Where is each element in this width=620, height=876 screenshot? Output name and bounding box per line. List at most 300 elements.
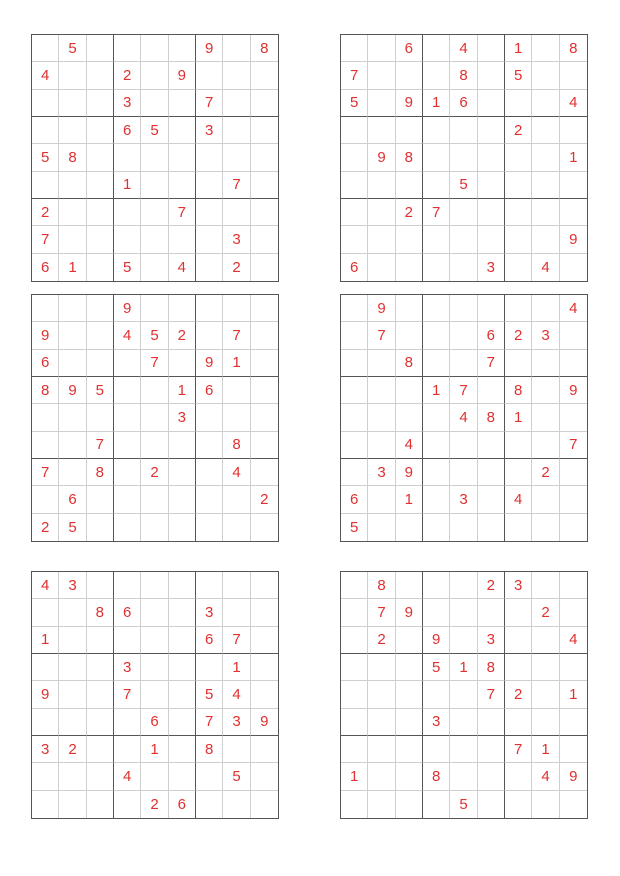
sudoku-cell[interactable] (423, 144, 450, 171)
sudoku-cell[interactable] (423, 459, 450, 486)
sudoku-cell[interactable] (141, 599, 168, 626)
sudoku-cell[interactable] (396, 654, 423, 681)
sudoku-cell[interactable] (396, 681, 423, 708)
sudoku-cell[interactable] (141, 295, 168, 322)
sudoku-cell[interactable] (114, 791, 141, 818)
sudoku-cell[interactable]: 8 (505, 377, 532, 404)
sudoku-cell[interactable] (141, 144, 168, 171)
sudoku-cell[interactable] (396, 295, 423, 322)
sudoku-cell[interactable]: 1 (560, 144, 587, 171)
sudoku-cell[interactable]: 4 (396, 432, 423, 459)
sudoku-cell[interactable] (169, 627, 196, 654)
sudoku-cell[interactable]: 7 (368, 322, 395, 349)
sudoku-cell[interactable]: 9 (368, 295, 395, 322)
sudoku-cell[interactable]: 3 (368, 459, 395, 486)
sudoku-cell[interactable]: 9 (396, 599, 423, 626)
sudoku-cell[interactable]: 5 (32, 144, 59, 171)
sudoku-cell[interactable] (423, 350, 450, 377)
sudoku-cell[interactable] (560, 572, 587, 599)
sudoku-cell[interactable] (341, 226, 368, 253)
sudoku-cell[interactable]: 5 (450, 172, 477, 199)
sudoku-cell[interactable]: 8 (87, 599, 114, 626)
sudoku-cell[interactable] (341, 599, 368, 626)
sudoku-cell[interactable] (396, 254, 423, 281)
sudoku-cell[interactable] (505, 90, 532, 117)
sudoku-cell[interactable]: 2 (114, 62, 141, 89)
sudoku-cell[interactable]: 2 (141, 459, 168, 486)
sudoku-cell[interactable]: 1 (32, 627, 59, 654)
sudoku-cell[interactable]: 6 (450, 90, 477, 117)
sudoku-cell[interactable] (251, 654, 278, 681)
sudoku-cell[interactable] (32, 486, 59, 513)
sudoku-cell[interactable] (341, 404, 368, 431)
sudoku-cell[interactable] (59, 199, 86, 226)
sudoku-cell[interactable]: 4 (560, 627, 587, 654)
sudoku-cell[interactable] (141, 226, 168, 253)
sudoku-cell[interactable] (169, 295, 196, 322)
sudoku-cell[interactable] (59, 791, 86, 818)
sudoku-cell[interactable]: 5 (341, 514, 368, 541)
sudoku-cell[interactable]: 4 (223, 459, 250, 486)
sudoku-cell[interactable]: 7 (423, 199, 450, 226)
sudoku-cell[interactable] (59, 709, 86, 736)
sudoku-cell[interactable] (341, 459, 368, 486)
sudoku-cell[interactable]: 6 (196, 627, 223, 654)
sudoku-cell[interactable]: 1 (450, 654, 477, 681)
sudoku-cell[interactable] (223, 117, 250, 144)
sudoku-cell[interactable] (114, 432, 141, 459)
sudoku-cell[interactable] (560, 254, 587, 281)
sudoku-cell[interactable] (87, 486, 114, 513)
sudoku-cell[interactable] (423, 172, 450, 199)
sudoku-cell[interactable] (114, 459, 141, 486)
sudoku-cell[interactable] (59, 432, 86, 459)
sudoku-cell[interactable] (114, 226, 141, 253)
sudoku-cell[interactable]: 7 (368, 599, 395, 626)
sudoku-cell[interactable] (59, 654, 86, 681)
sudoku-cell[interactable] (368, 62, 395, 89)
sudoku-cell[interactable]: 7 (141, 350, 168, 377)
sudoku-cell[interactable] (532, 791, 559, 818)
sudoku-cell[interactable]: 2 (59, 736, 86, 763)
sudoku-cell[interactable] (505, 599, 532, 626)
sudoku-cell[interactable] (532, 35, 559, 62)
sudoku-cell[interactable] (114, 144, 141, 171)
sudoku-cell[interactable]: 8 (32, 377, 59, 404)
sudoku-cell[interactable] (87, 322, 114, 349)
sudoku-cell[interactable] (560, 199, 587, 226)
sudoku-cell[interactable] (450, 514, 477, 541)
sudoku-cell[interactable] (368, 432, 395, 459)
sudoku-cell[interactable] (368, 377, 395, 404)
sudoku-cell[interactable]: 9 (251, 709, 278, 736)
sudoku-cell[interactable]: 8 (423, 763, 450, 790)
sudoku-cell[interactable]: 1 (341, 763, 368, 790)
sudoku-cell[interactable]: 9 (560, 226, 587, 253)
sudoku-cell[interactable] (560, 350, 587, 377)
sudoku-cell[interactable] (505, 350, 532, 377)
sudoku-cell[interactable] (450, 144, 477, 171)
sudoku-cell[interactable]: 2 (141, 791, 168, 818)
sudoku-cell[interactable]: 5 (141, 322, 168, 349)
sudoku-cell[interactable] (532, 514, 559, 541)
sudoku-cell[interactable]: 2 (368, 627, 395, 654)
sudoku-cell[interactable]: 5 (450, 791, 477, 818)
sudoku-cell[interactable] (560, 404, 587, 431)
sudoku-cell[interactable] (450, 459, 477, 486)
sudoku-cell[interactable] (169, 144, 196, 171)
sudoku-cell[interactable] (450, 572, 477, 599)
sudoku-cell[interactable] (368, 90, 395, 117)
sudoku-cell[interactable] (87, 144, 114, 171)
sudoku-cell[interactable] (505, 432, 532, 459)
sudoku-cell[interactable] (341, 377, 368, 404)
sudoku-cell[interactable]: 4 (560, 295, 587, 322)
sudoku-cell[interactable] (396, 172, 423, 199)
sudoku-cell[interactable]: 3 (223, 709, 250, 736)
sudoku-cell[interactable] (505, 199, 532, 226)
sudoku-cell[interactable]: 3 (196, 117, 223, 144)
sudoku-cell[interactable] (196, 404, 223, 431)
sudoku-cell[interactable]: 6 (114, 117, 141, 144)
sudoku-cell[interactable]: 6 (114, 599, 141, 626)
sudoku-cell[interactable] (169, 709, 196, 736)
sudoku-cell[interactable]: 2 (396, 199, 423, 226)
sudoku-cell[interactable] (450, 295, 477, 322)
sudoku-cell[interactable] (223, 572, 250, 599)
sudoku-cell[interactable] (505, 254, 532, 281)
sudoku-cell[interactable]: 8 (251, 35, 278, 62)
sudoku-cell[interactable] (450, 709, 477, 736)
sudoku-cell[interactable] (478, 459, 505, 486)
sudoku-cell[interactable]: 5 (59, 35, 86, 62)
sudoku-cell[interactable] (141, 404, 168, 431)
sudoku-cell[interactable]: 6 (169, 791, 196, 818)
sudoku-cell[interactable] (141, 514, 168, 541)
sudoku-cell[interactable] (368, 350, 395, 377)
sudoku-cell[interactable] (505, 654, 532, 681)
sudoku-cell[interactable] (368, 709, 395, 736)
sudoku-cell[interactable]: 5 (59, 514, 86, 541)
sudoku-cell[interactable] (505, 226, 532, 253)
sudoku-cell[interactable]: 9 (368, 144, 395, 171)
sudoku-cell[interactable] (59, 226, 86, 253)
sudoku-cell[interactable]: 7 (560, 432, 587, 459)
sudoku-cell[interactable] (196, 295, 223, 322)
sudoku-cell[interactable] (223, 62, 250, 89)
sudoku-cell[interactable]: 3 (478, 254, 505, 281)
sudoku-cell[interactable]: 9 (32, 322, 59, 349)
sudoku-cell[interactable] (478, 144, 505, 171)
sudoku-cell[interactable] (478, 90, 505, 117)
sudoku-cell[interactable] (32, 654, 59, 681)
sudoku-cell[interactable] (532, 432, 559, 459)
sudoku-cell[interactable] (114, 627, 141, 654)
sudoku-cell[interactable] (560, 459, 587, 486)
sudoku-cell[interactable] (114, 709, 141, 736)
sudoku-cell[interactable] (450, 226, 477, 253)
sudoku-cell[interactable] (87, 35, 114, 62)
sudoku-cell[interactable]: 3 (114, 90, 141, 117)
sudoku-cell[interactable] (32, 404, 59, 431)
sudoku-cell[interactable] (59, 404, 86, 431)
sudoku-cell[interactable]: 7 (223, 322, 250, 349)
sudoku-cell[interactable] (114, 35, 141, 62)
sudoku-cell[interactable]: 8 (59, 144, 86, 171)
sudoku-cell[interactable] (87, 172, 114, 199)
sudoku-cell[interactable]: 5 (196, 681, 223, 708)
sudoku-cell[interactable] (532, 117, 559, 144)
sudoku-cell[interactable] (251, 62, 278, 89)
sudoku-cell[interactable] (251, 791, 278, 818)
sudoku-cell[interactable] (223, 295, 250, 322)
sudoku-cell[interactable]: 6 (32, 350, 59, 377)
sudoku-cell[interactable] (396, 791, 423, 818)
sudoku-cell[interactable] (59, 599, 86, 626)
sudoku-cell[interactable] (478, 199, 505, 226)
sudoku-cell[interactable] (505, 514, 532, 541)
sudoku-cell[interactable] (341, 791, 368, 818)
sudoku-cell[interactable] (450, 254, 477, 281)
sudoku-cell[interactable] (423, 432, 450, 459)
sudoku-cell[interactable] (196, 254, 223, 281)
sudoku-cell[interactable] (141, 763, 168, 790)
sudoku-cell[interactable] (423, 226, 450, 253)
sudoku-cell[interactable]: 1 (423, 377, 450, 404)
sudoku-cell[interactable]: 1 (505, 404, 532, 431)
sudoku-cell[interactable] (141, 432, 168, 459)
sudoku-cell[interactable]: 1 (169, 377, 196, 404)
sudoku-cell[interactable] (196, 486, 223, 513)
sudoku-cell[interactable] (251, 90, 278, 117)
sudoku-cell[interactable]: 2 (251, 486, 278, 513)
sudoku-cell[interactable]: 1 (223, 350, 250, 377)
sudoku-cell[interactable]: 7 (505, 736, 532, 763)
sudoku-cell[interactable]: 3 (114, 654, 141, 681)
sudoku-cell[interactable] (169, 599, 196, 626)
sudoku-cell[interactable]: 7 (196, 90, 223, 117)
sudoku-cell[interactable] (87, 295, 114, 322)
sudoku-cell[interactable] (532, 681, 559, 708)
sudoku-cell[interactable] (87, 514, 114, 541)
sudoku-cell[interactable]: 5 (141, 117, 168, 144)
sudoku-cell[interactable] (223, 599, 250, 626)
sudoku-cell[interactable] (87, 117, 114, 144)
sudoku-cell[interactable]: 4 (32, 62, 59, 89)
sudoku-cell[interactable] (251, 377, 278, 404)
sudoku-cell[interactable] (396, 377, 423, 404)
sudoku-cell[interactable] (532, 62, 559, 89)
sudoku-cell[interactable] (505, 295, 532, 322)
sudoku-cell[interactable] (251, 350, 278, 377)
sudoku-cell[interactable]: 6 (341, 486, 368, 513)
sudoku-cell[interactable] (532, 486, 559, 513)
sudoku-cell[interactable] (478, 514, 505, 541)
sudoku-cell[interactable]: 1 (141, 736, 168, 763)
sudoku-cell[interactable] (169, 486, 196, 513)
sudoku-cell[interactable] (532, 404, 559, 431)
sudoku-cell[interactable] (532, 377, 559, 404)
sudoku-cell[interactable] (223, 35, 250, 62)
sudoku-cell[interactable] (560, 736, 587, 763)
sudoku-cell[interactable]: 7 (223, 172, 250, 199)
sudoku-cell[interactable]: 8 (450, 62, 477, 89)
sudoku-cell[interactable] (251, 736, 278, 763)
sudoku-cell[interactable] (505, 627, 532, 654)
sudoku-cell[interactable] (87, 90, 114, 117)
sudoku-cell[interactable] (478, 117, 505, 144)
sudoku-cell[interactable]: 4 (532, 254, 559, 281)
sudoku-cell[interactable]: 7 (450, 377, 477, 404)
sudoku-cell[interactable] (87, 199, 114, 226)
sudoku-cell[interactable]: 3 (532, 322, 559, 349)
sudoku-cell[interactable] (341, 144, 368, 171)
sudoku-cell[interactable] (478, 599, 505, 626)
sudoku-cell[interactable] (87, 763, 114, 790)
sudoku-cell[interactable]: 9 (114, 295, 141, 322)
sudoku-cell[interactable] (169, 654, 196, 681)
sudoku-cell[interactable] (396, 709, 423, 736)
sudoku-cell[interactable] (251, 627, 278, 654)
sudoku-cell[interactable] (368, 514, 395, 541)
sudoku-cell[interactable] (251, 681, 278, 708)
sudoku-cell[interactable] (560, 599, 587, 626)
sudoku-cell[interactable] (341, 681, 368, 708)
sudoku-cell[interactable]: 6 (396, 35, 423, 62)
sudoku-cell[interactable] (169, 572, 196, 599)
sudoku-cell[interactable]: 9 (560, 763, 587, 790)
sudoku-cell[interactable]: 8 (196, 736, 223, 763)
sudoku-cell[interactable] (251, 226, 278, 253)
sudoku-cell[interactable] (169, 226, 196, 253)
sudoku-cell[interactable] (141, 681, 168, 708)
sudoku-cell[interactable] (532, 172, 559, 199)
sudoku-cell[interactable] (478, 35, 505, 62)
sudoku-cell[interactable] (560, 172, 587, 199)
sudoku-cell[interactable] (505, 791, 532, 818)
sudoku-cell[interactable]: 1 (423, 90, 450, 117)
sudoku-cell[interactable] (368, 254, 395, 281)
sudoku-cell[interactable] (478, 62, 505, 89)
sudoku-cell[interactable]: 4 (532, 763, 559, 790)
sudoku-cell[interactable] (196, 62, 223, 89)
sudoku-cell[interactable] (251, 404, 278, 431)
sudoku-cell[interactable] (368, 486, 395, 513)
sudoku-cell[interactable] (341, 654, 368, 681)
sudoku-cell[interactable] (396, 322, 423, 349)
sudoku-cell[interactable] (59, 763, 86, 790)
sudoku-cell[interactable]: 9 (396, 459, 423, 486)
sudoku-cell[interactable] (114, 514, 141, 541)
sudoku-cell[interactable] (169, 459, 196, 486)
sudoku-cell[interactable] (368, 736, 395, 763)
sudoku-cell[interactable] (59, 62, 86, 89)
sudoku-cell[interactable]: 9 (423, 627, 450, 654)
sudoku-cell[interactable]: 3 (32, 736, 59, 763)
sudoku-cell[interactable] (532, 654, 559, 681)
sudoku-cell[interactable] (87, 254, 114, 281)
sudoku-cell[interactable] (341, 709, 368, 736)
sudoku-cell[interactable]: 7 (478, 681, 505, 708)
sudoku-cell[interactable] (341, 322, 368, 349)
sudoku-cell[interactable] (368, 172, 395, 199)
sudoku-cell[interactable] (560, 117, 587, 144)
sudoku-cell[interactable] (169, 117, 196, 144)
sudoku-cell[interactable] (196, 144, 223, 171)
sudoku-cell[interactable]: 6 (59, 486, 86, 513)
sudoku-cell[interactable] (196, 172, 223, 199)
sudoku-cell[interactable] (368, 404, 395, 431)
sudoku-cell[interactable]: 3 (505, 572, 532, 599)
sudoku-cell[interactable]: 2 (532, 459, 559, 486)
sudoku-cell[interactable] (169, 681, 196, 708)
sudoku-cell[interactable] (532, 295, 559, 322)
sudoku-cell[interactable] (396, 514, 423, 541)
sudoku-cell[interactable] (368, 199, 395, 226)
sudoku-cell[interactable]: 1 (396, 486, 423, 513)
sudoku-cell[interactable]: 3 (169, 404, 196, 431)
sudoku-cell[interactable] (196, 791, 223, 818)
sudoku-cell[interactable]: 5 (114, 254, 141, 281)
sudoku-cell[interactable] (32, 117, 59, 144)
sudoku-cell[interactable] (223, 144, 250, 171)
sudoku-cell[interactable] (478, 295, 505, 322)
sudoku-cell[interactable] (32, 90, 59, 117)
sudoku-cell[interactable] (223, 791, 250, 818)
sudoku-cell[interactable] (141, 377, 168, 404)
sudoku-cell[interactable] (423, 254, 450, 281)
sudoku-cell[interactable] (478, 709, 505, 736)
sudoku-cell[interactable] (450, 350, 477, 377)
sudoku-cell[interactable] (341, 35, 368, 62)
sudoku-cell[interactable]: 3 (196, 599, 223, 626)
sudoku-cell[interactable]: 7 (196, 709, 223, 736)
sudoku-cell[interactable] (251, 254, 278, 281)
sudoku-cell[interactable]: 8 (560, 35, 587, 62)
sudoku-cell[interactable] (114, 199, 141, 226)
sudoku-cell[interactable] (87, 709, 114, 736)
sudoku-cell[interactable] (196, 572, 223, 599)
sudoku-cell[interactable] (196, 199, 223, 226)
sudoku-cell[interactable] (169, 514, 196, 541)
sudoku-cell[interactable]: 7 (169, 199, 196, 226)
sudoku-cell[interactable] (560, 486, 587, 513)
sudoku-cell[interactable]: 7 (32, 226, 59, 253)
sudoku-cell[interactable]: 1 (223, 654, 250, 681)
sudoku-cell[interactable]: 4 (450, 35, 477, 62)
sudoku-cell[interactable]: 3 (223, 226, 250, 253)
sudoku-cell[interactable]: 3 (478, 627, 505, 654)
sudoku-cell[interactable] (32, 763, 59, 790)
sudoku-cell[interactable] (478, 432, 505, 459)
sudoku-cell[interactable] (450, 736, 477, 763)
sudoku-cell[interactable] (341, 736, 368, 763)
sudoku-cell[interactable] (87, 654, 114, 681)
sudoku-cell[interactable] (423, 599, 450, 626)
sudoku-cell[interactable] (114, 736, 141, 763)
sudoku-cell[interactable]: 7 (223, 627, 250, 654)
sudoku-cell[interactable] (341, 432, 368, 459)
sudoku-cell[interactable] (505, 709, 532, 736)
sudoku-cell[interactable] (532, 627, 559, 654)
sudoku-cell[interactable] (368, 654, 395, 681)
sudoku-cell[interactable] (59, 627, 86, 654)
sudoku-cell[interactable] (423, 572, 450, 599)
sudoku-cell[interactable] (505, 172, 532, 199)
sudoku-cell[interactable] (478, 791, 505, 818)
sudoku-cell[interactable] (114, 377, 141, 404)
sudoku-cell[interactable] (141, 486, 168, 513)
